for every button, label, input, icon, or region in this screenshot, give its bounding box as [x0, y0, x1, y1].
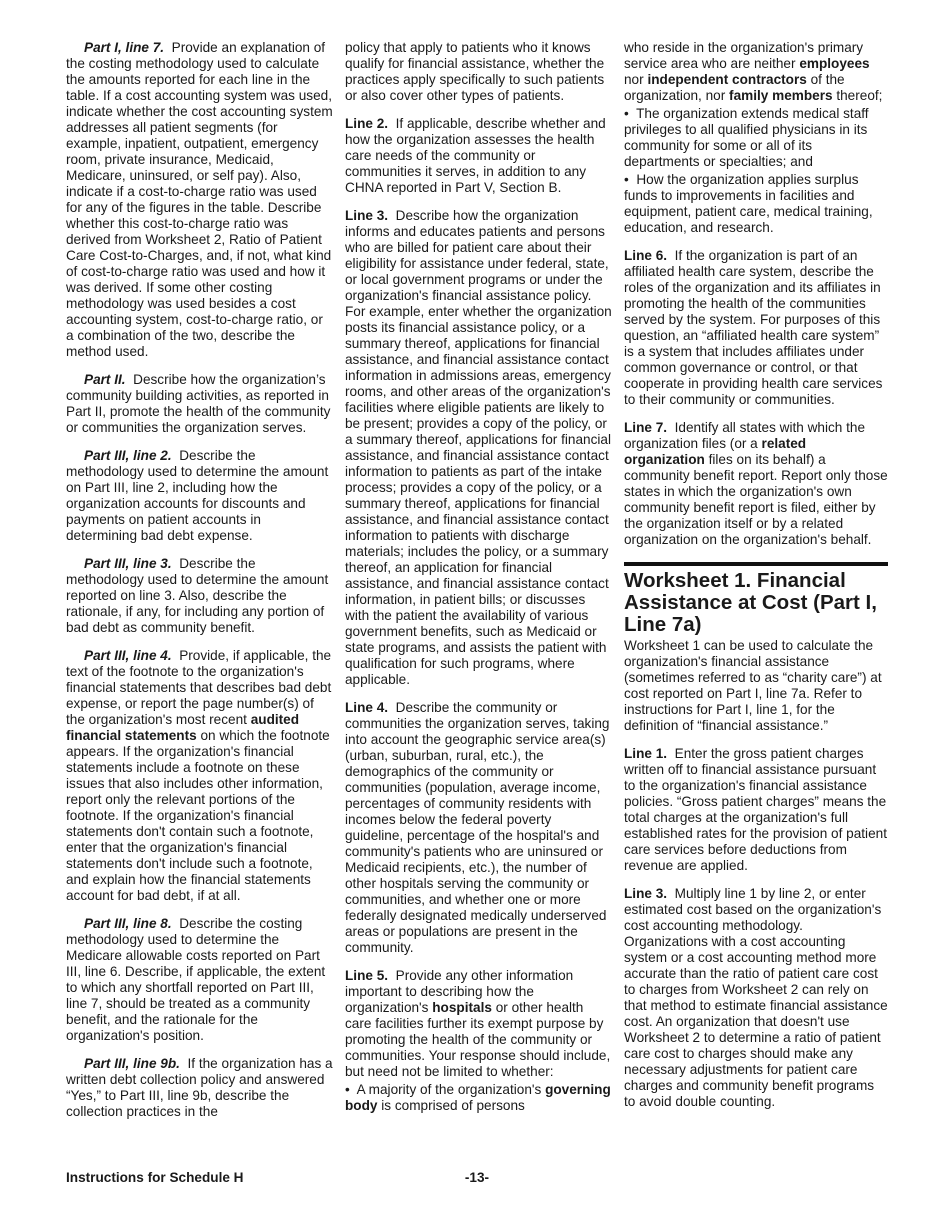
text: Enter the gross patient charges written off to financial assistance pursuant to the organization's financial assistance policies. “Gross patient charges” means the total charges at the organization's full established rates for the provision of patient care services before deductions from revenue are applied.	[624, 746, 887, 873]
paragraph-line6	[624, 248, 888, 408]
bold-term: employees	[799, 56, 870, 71]
column-1	[66, 40, 334, 1132]
bold-term: family members	[729, 88, 833, 103]
text: Provide, if applicable, the text of the footnote to the organization's financial statements that describes bad debt expense, or report the page number(s) of the organization's most recent	[66, 648, 332, 727]
page-number: -13-	[464, 1170, 490, 1185]
text: on which the footnote appears. If the organization's financial statements include a footnote on these issues that also includes other information, report only the relevant portions of the footnote. If the organization's financial statements don't contain such a footnote, enter that the organization's financial statements don't include such a footnote, and explain how the financial statements account for bad debt, if at all.	[66, 728, 330, 903]
text: How the organization applies surplus funds to improvements in facilities and equipment, patient care, medical training, education, and research.	[624, 172, 873, 235]
heading-line5: Line 5.	[345, 968, 389, 983]
paragraph-ws-line3	[624, 886, 888, 1110]
text: If the organization is part of an affiliated health care system, describe the roles of the organization and its affiliates in promoting the health of the communities served by the system. For purposes of this question, an “affiliated health care system” is a system that includes affiliates under common governance or control, or that cooperate in providing health care services to their community or communities.	[624, 248, 883, 407]
text: is comprised of persons	[381, 1098, 525, 1113]
paragraph-part1-line7	[66, 40, 334, 360]
column-2	[345, 40, 613, 1126]
paragraph-line5	[345, 968, 613, 1080]
bullet-icon: •	[345, 1082, 350, 1097]
heading-part3-line9b: Part III, line 9b.	[84, 1056, 180, 1071]
heading-line4: Line 4.	[345, 700, 389, 715]
heading-line2: Line 2.	[345, 116, 389, 131]
heading-line3: Line 3.	[345, 208, 389, 223]
text: Multiply line 1 by line 2, or enter estimated cost based on the organization's cost accounting methodology. Organizations with a cost accounting system or a cost accounting method more accurate than the ratio of patient care cost to charges from Worksheet 2 can rely on that method to estimate financial assistance cost. An organization that doesn't use Worksheet 2 to determine a ratio of patient care cost to charges should make any necessary adjustments for patient care charges and community benefit programs to avoid double counting.	[624, 886, 888, 1109]
bold-term: related organization	[624, 436, 807, 467]
bullet-icon: •	[624, 106, 629, 121]
heading-part3-line8: Part III, line 8.	[84, 916, 172, 931]
heading-line6: Line 6.	[624, 248, 668, 263]
paragraph-line2	[345, 116, 613, 196]
column-3	[624, 40, 888, 1122]
section-divider	[624, 562, 888, 636]
paragraph-ws-line1	[624, 746, 888, 874]
footer-title: Instructions for Schedule H	[66, 1170, 244, 1185]
paragraph-part3-line3	[66, 556, 334, 636]
heading-part3-line3: Part III, line 3.	[84, 556, 172, 571]
text: or other health care facilities further its exempt purpose by promoting the health of the community or communities. Your response should include, but need not be limited to whether:	[345, 1000, 611, 1079]
paragraph-part3-line2	[66, 448, 334, 544]
text: If applicable, describe whether and how the organization assesses the health care needs of the community or communities it serves, in addition to any CHNA reported in Part V, Section B.	[345, 116, 606, 195]
bullet-medical-staff	[624, 106, 888, 170]
heading-part2: Part II.	[84, 372, 126, 387]
text: Identify all states with which the organization files (or a	[624, 420, 866, 451]
paragraph-continued	[624, 40, 888, 104]
bullet-icon: •	[624, 172, 629, 187]
paragraph-part2	[66, 372, 334, 436]
heading-line7: Line 7.	[624, 420, 668, 435]
text: If the organization has a written debt collection policy and answered “Yes,” to Part III, line 9b, describe the collection practices in the	[66, 1056, 333, 1119]
text: The organization extends medical staff privileges to all qualified physicians in its community for some or all of its departments or specialties; and	[624, 106, 869, 169]
paragraph-part3-line8	[66, 916, 334, 1044]
worksheet1-heading: Worksheet 1. Financial Assistance at Cost (Part I, Line 7a)	[624, 569, 877, 636]
paragraph-line7	[624, 420, 888, 548]
bullet-surplus-funds	[624, 172, 888, 236]
text: files on its behalf) a community benefit report. Report only those states in which the organization's own community benefit report is filed, either by the organization itself or by a related organization on the organization's behalf.	[624, 452, 888, 547]
bold-term: governing body	[345, 1082, 611, 1113]
text: who reside in the organization's primary service area who are neither	[624, 40, 864, 71]
bold-term: hospitals	[432, 1000, 492, 1015]
bullet-governing-body	[345, 1082, 613, 1114]
paragraph-worksheet1-intro: Worksheet 1 can be used to calculate the organization's financial assistance (sometimes referred to as “charity care”) at cost reported on Part I, line 7a. Refer to instructions for Part I, line 1, for the definition of “financial assistance.”	[624, 638, 882, 733]
heading-ws-line1: Line 1.	[624, 746, 668, 761]
heading-part3-line4: Part III, line 4.	[84, 648, 172, 663]
text: of the organization, nor	[624, 72, 845, 103]
text: thereof;	[836, 88, 883, 103]
text: Provide an explanation of the costing methodology used to calculate the amounts reported for each line in the table. If a cost accounting system was used, indicate whether the cost accounting system addresses all patient segments (for example, inpatient, outpatient, emergency room, private insurance, Medicaid, Medicare, uninsured, or self pay). Also, indicate if a cost-to-charge ratio was used for any of the figures in the table. Describe whether this cost-to-charge ratio was derived from Worksheet 2, Ratio of Patient Care Cost-to-Charges, and, if not, what kind of cost-to-charge ratio was used and how it was derived. If some other costing methodology was used besides a cost accounting system, cost-to-charge ratio, or a combination of the two, describe the method used.	[66, 40, 333, 359]
paragraph-continued: policy that apply to patients who it knows qualify for financial assistance, whether the practices apply specifically to such patients or also cover other types of patients.	[345, 40, 605, 103]
paragraph-part3-line9b	[66, 1056, 334, 1120]
paragraph-line4	[345, 700, 613, 956]
paragraph-line3	[345, 208, 613, 688]
heading-ws-line3: Line 3.	[624, 886, 668, 901]
paragraph-part3-line4	[66, 648, 334, 904]
text: Describe the methodology used to determine the amount on Part III, line 2, including how the organization accounts for discounts and payments on patient accounts in determining bad debt expense.	[66, 448, 329, 543]
heading-part3-line2: Part III, line 2.	[84, 448, 172, 463]
heading-part1-line7: Part I, line 7.	[84, 40, 165, 55]
text: Describe the costing methodology used to determine the Medicare allowable costs reported on Part III, line 6. Describe, if applicable, the extent to which any shortfall reported on Part III, line 7, should be treated as a community benefit, and the rationale for the organization's position.	[66, 916, 326, 1043]
text: nor	[624, 72, 644, 87]
bold-term: audited financial statements	[66, 712, 300, 743]
bold-term: independent contractors	[647, 72, 807, 87]
text: Describe the community or communities the organization serves, taking into account the geographic service area(s) (urban, suburban, rural, etc.), the demographics of the community or communities (population, average income, percentages of community residents with incomes below the federal poverty guideline, percentage of the hospital's and community's patients who are uninsured or Medicaid recipients, etc.), the number of other hospitals serving the community or communities, and whether one or more federally designated medically underserved areas or populations are present in the community.	[345, 700, 610, 955]
text: Provide any other information important to describing how the organization's	[345, 968, 574, 1015]
text: Describe how the organization informs and educates patients and persons who are billed for patient care about their eligibility for assistance under federal, state, or local government programs or under the organization's financial assistance policy. For example, enter whether the organization posts its financial assistance policy, or a summary thereof, applications for financial assistance, and financial assistance contact information in admissions areas, emergency rooms, and other areas of the organization's facilities where eligible patients are likely to be present; provides a copy of the policy, or a summary thereof, applications for financial assistance, and financial assistance contact information to patients as part of the intake process; provides a copy of the policy, or a summary thereof, applications for financial assistance, and financial assistance contact information to patients with discharge materials; includes the policy, or a summary thereof, an application for financial assistance, and financial assistance contact information, in patient bills; or discusses with the patient the availability of various government benefits, such as Medicaid or state programs, and assists the patient with qualification for such programs, where applicable.	[345, 208, 612, 687]
text: Describe the methodology used to determine the amount reported on line 3. Also, describe the rationale, if any, for including any portion of bad debt as community benefit.	[66, 556, 329, 635]
text: Describe how the organization’s community building activities, as reported in Part II, promote the health of the community or communities the organization serves.	[66, 372, 331, 435]
text: A majority of the organization's	[356, 1082, 542, 1097]
